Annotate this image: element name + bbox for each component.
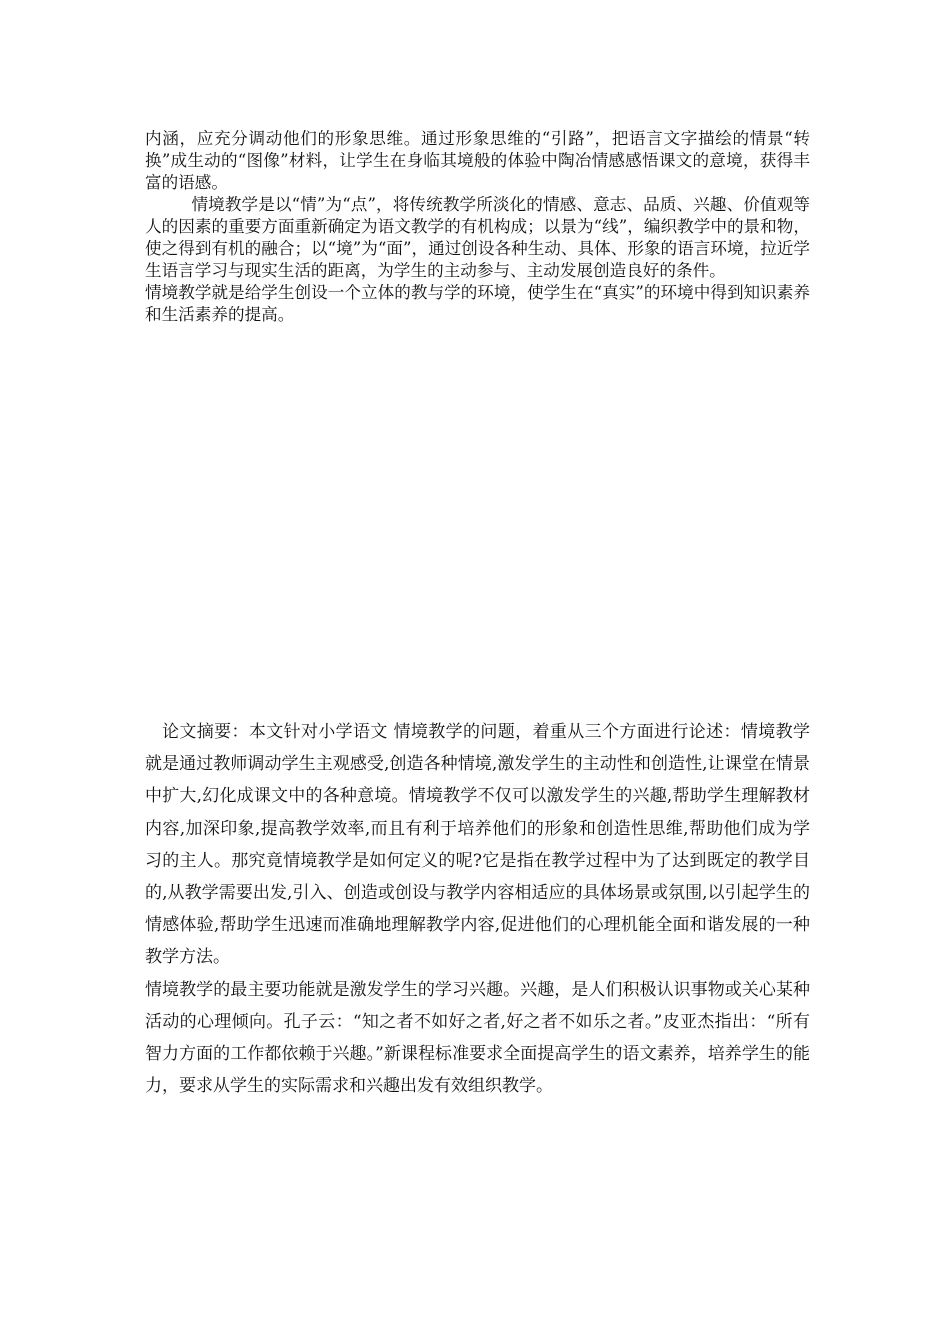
top-paragraph-2: 情境教学是以“情”为“点”，将传统教学所淡化的情感、意志、品质、兴趣、价值观等人的因素的重要方面重新确定为语文教学的有机构成；以景为“线”，编织教学中的景和物，使之得到有机的融合；以“境”为“面”，通过创设各种生动、具体、形象的语言环境，拉近学生语言学习与现实生活的距离，为学生的主动参与、主动发展创造良好的条件。	[145, 195, 810, 280]
abstract-paragraph: 论文摘要：本文针对小学语文 情境教学的问题，着重从三个方面进行论述：情境教学就是通过教师调动学生主观感受,创造各种情境,激发学生的主动性和创造性,让课堂在情景中扩大,幻化成课文中的各种意境。情境教学不仅可以激发学生的兴趣,帮助学生理解教材内容,加深印象,提高教学效率,而且有利于培养他们的形象和创造性思维,帮助他们成为学习的主人。那究竟情境教学是如何定义的呢?它是指在教学过程中为了达到既定的教学目的,从教学需要出发,引入、创造或创设与教学内容相适应的具体场景或氛围,以引起学生的情感体验,帮助学生迅速而准确地理解教学内容,促进他们的心理机能全面和谐发展的一种教学方法。	[145, 722, 810, 968]
top-paragraph-3: 情境教学就是给学生创设一个立体的教与学的环境，使学生在“真实”的环境中得到知识素养和生活素养的提高。	[145, 283, 810, 324]
abstract-text-section	[145, 716, 810, 1102]
top-paragraph-1: 内涵，应充分调动他们的形象思维。通过形象思维的“引路”，把语言文字描绘的情景“转换”成生动的“图像”材料，让学生在身临其境般的体验中陶冶情感感悟课文的意境，获得丰富的语感。	[145, 129, 810, 192]
top-text-section	[145, 128, 810, 326]
interest-paragraph: 情境教学的最主要功能就是激发学生的学习兴趣。兴趣，是人们积极认识事物或关心某种活动的心理倾向。孔子云：“知之者不如好之者,好之者不如乐之者。”皮亚杰指出：“所有智力方面的工作都依赖于兴趣。”新课程标准要求全面提高学生的语文素养，培养学生的能力，要求从学生的实际需求和兴趣出发有效组织教学。	[145, 979, 810, 1097]
